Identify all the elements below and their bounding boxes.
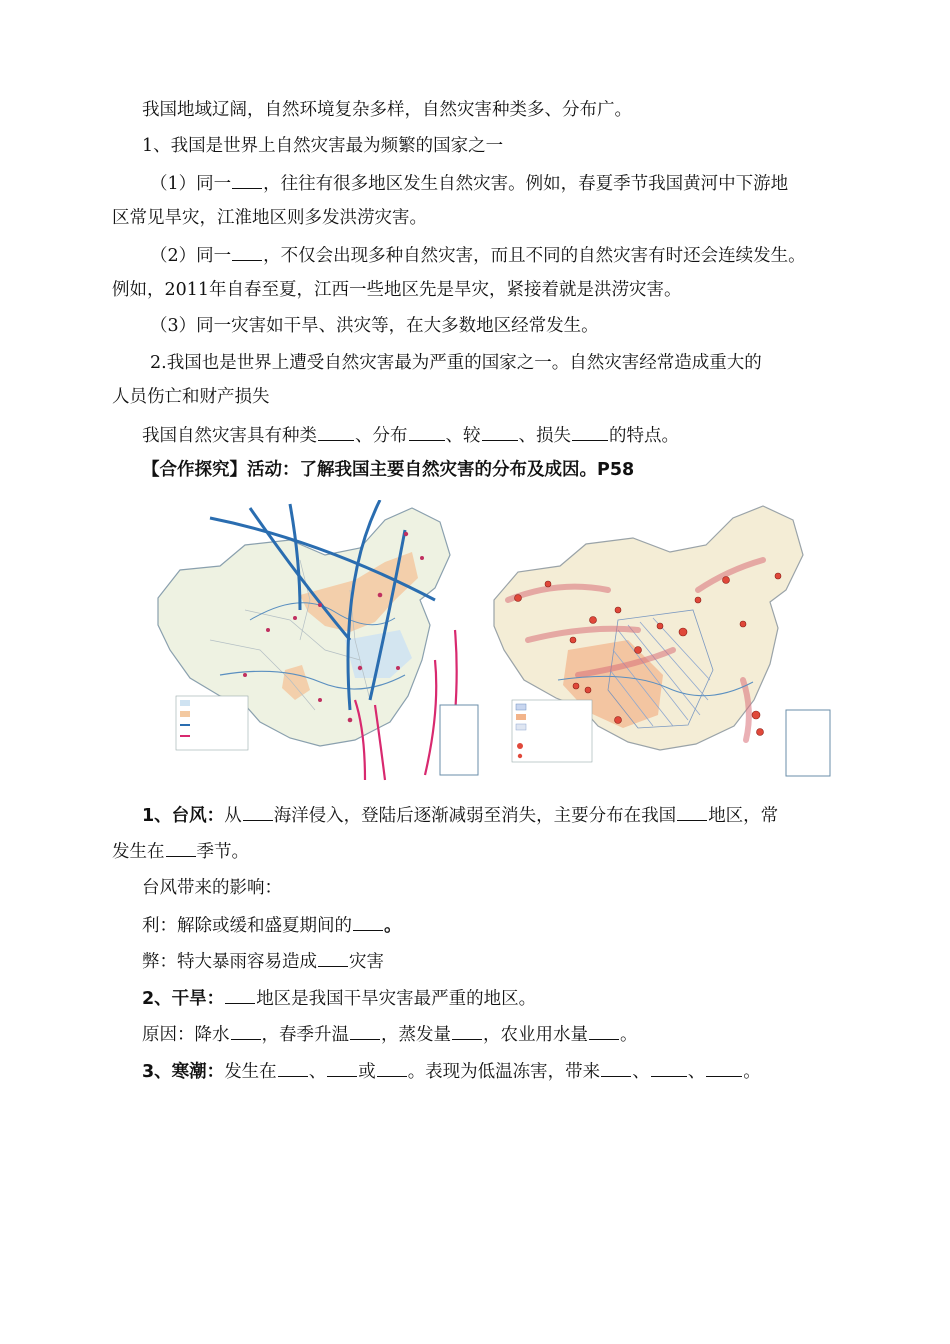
coldwave-line: 3、寒潮：发生在 、 或 。表现为低温冻害，带来 、 、 。 — [142, 1058, 761, 1084]
blank-water-use[interactable] — [589, 1021, 619, 1040]
point1-sub1: （1）同一 ，往往有很多地区发生自然灾害。例如，春夏季节我国黄河中下游地 — [150, 170, 788, 196]
blank-typhoon-season[interactable] — [166, 838, 196, 857]
blank-cold-season2[interactable] — [327, 1058, 357, 1077]
south-sea-inset-right — [786, 710, 830, 776]
blank-typhoon-region[interactable] — [677, 802, 707, 821]
blank-cold-effect1[interactable] — [601, 1058, 631, 1077]
typhoon-harm: 弊：特大暴雨容易造成 灾害 — [142, 948, 384, 974]
typhoon-effect-title: 台风带来的影响： — [142, 878, 282, 898]
drought-reasons: 原因：降水 ，春季升温 ，蒸发量 ，农业用水量 。 — [142, 1021, 638, 1047]
blank-same-time[interactable] — [232, 170, 262, 189]
blank-evaporation[interactable] — [452, 1021, 482, 1040]
point1-sub1-cont: 区常见旱灾，江淮地区则多发洪涝灾害。 — [112, 208, 427, 228]
blank-distribution[interactable] — [409, 422, 445, 441]
blank-typhoon-benefit[interactable] — [353, 912, 383, 931]
features-sentence: 我国自然灾害具有种类 、分布 、较 、损失 的特点。 — [142, 422, 679, 448]
blank-typhoon-harm[interactable] — [318, 948, 348, 967]
typhoon-benefit: 利：解除或缓和盛夏期间的 。 — [142, 912, 402, 938]
intro-text: 我国地域辽阔，自然环境复杂多样，自然灾害种类多、分布广。 — [142, 100, 632, 120]
typhoon-line1: 1、台风：从 海洋侵入，登陆后逐渐减弱至消失，主要分布在我国 地区，常 — [142, 802, 778, 828]
blank-cold-season1[interactable] — [278, 1058, 308, 1077]
blank-cold-effect2[interactable] — [651, 1058, 687, 1077]
point1-title: 1、我国是世界上自然灾害最为频繁的国家之一 — [142, 136, 504, 156]
blank-typhoon-ocean[interactable] — [243, 802, 273, 821]
blank-precip[interactable] — [231, 1021, 261, 1040]
map-flood-drought-cold-typhoon — [150, 500, 482, 782]
blank-cold-season3[interactable] — [377, 1058, 407, 1077]
blank-kind[interactable] — [318, 422, 354, 441]
south-sea-inset-left — [440, 705, 478, 775]
drought-line1: 2、干旱： 地区是我国干旱灾害最严重的地区。 — [142, 985, 536, 1011]
blank-same-place[interactable] — [232, 242, 262, 261]
point1-sub2-cont: 例如，2011年自春至夏，江西一些地区先是旱灾，紧接着就是洪涝灾害。 — [112, 280, 682, 300]
blank-cold-effect3[interactable] — [706, 1058, 742, 1077]
point1-sub3: （3）同一灾害如干旱、洪灾等，在大多数地区经常发生。 — [150, 316, 599, 336]
typhoon-line2: 发生在 季节。 — [112, 838, 249, 864]
blank-drought-region[interactable] — [225, 985, 255, 1004]
blank-frequency[interactable] — [482, 422, 518, 441]
activity-heading: 【合作探究】活动：了解我国主要自然灾害的分布及成因。P58 — [142, 460, 635, 480]
point1-sub2: （2）同一 ，不仅会出现多种自然灾害，而且不同的自然灾害有时还会连续发生。 — [150, 242, 806, 268]
blank-warming[interactable] — [350, 1021, 380, 1040]
map-earthquake-landslide — [488, 500, 836, 782]
blank-loss[interactable] — [572, 422, 608, 441]
point2-line2: 人员伤亡和财产损失 — [112, 387, 270, 407]
point2-line1: 2.我国也是世界上遭受自然灾害最为严重的国家之一。自然灾害经常造成重大的 — [150, 353, 762, 373]
